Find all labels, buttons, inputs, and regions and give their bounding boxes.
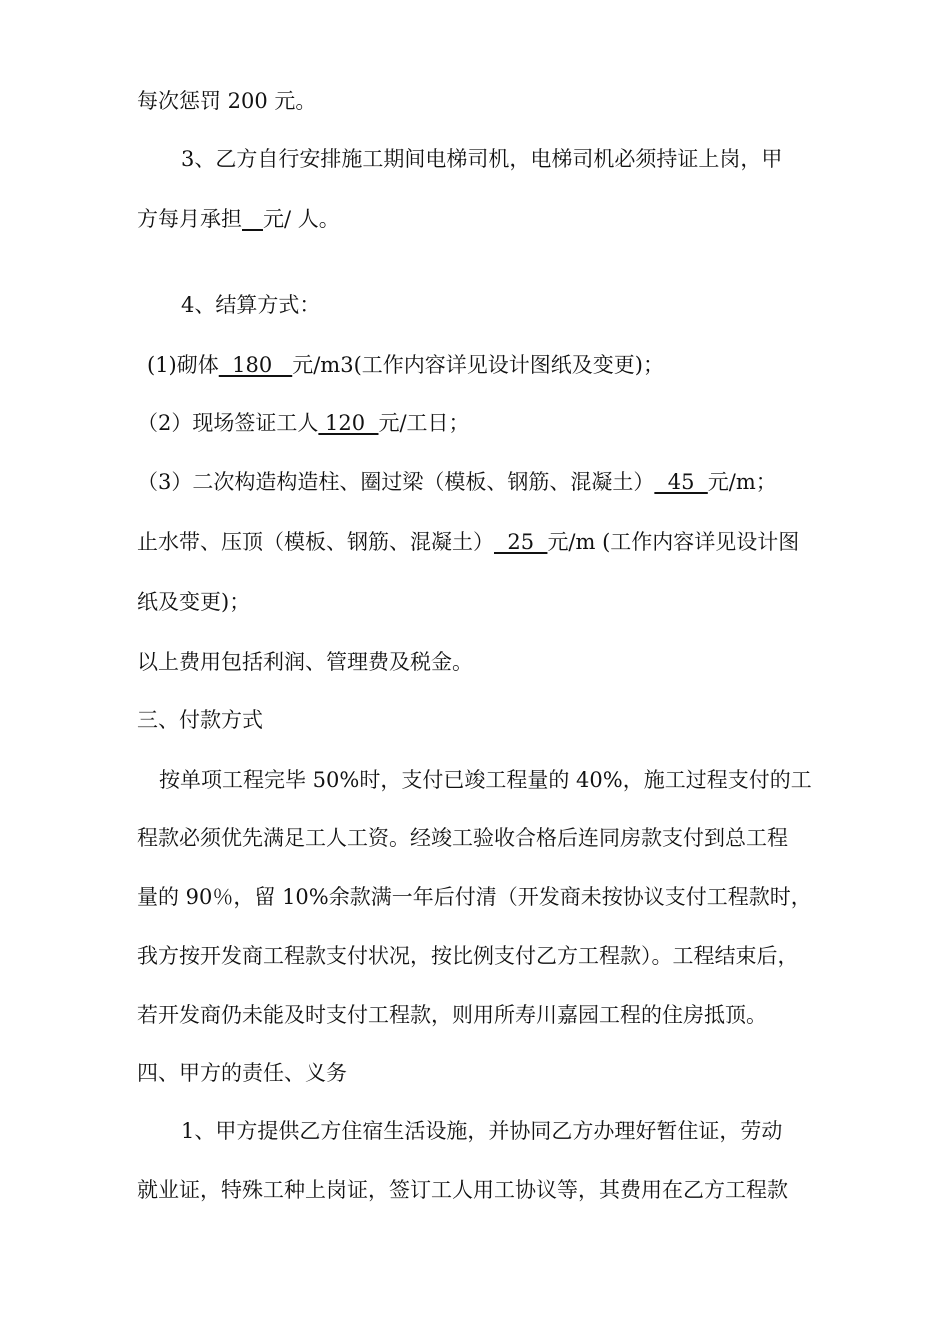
section-heading	[137, 705, 263, 735]
text-line	[159, 765, 812, 795]
line-text: 我方按开发商工程款支付状况，按比例支付乙方工程款）。工程结束后，	[137, 944, 799, 968]
filled-value: 120	[318, 411, 379, 435]
line-text: 方每月承担	[137, 207, 242, 231]
line-text: 若开发商仍未能及时支付工程款，则用所寿川嘉园工程的住房抵顶。	[137, 1003, 767, 1027]
line-text: 每次惩罚 200 元。	[137, 89, 317, 113]
filled-value: 25	[494, 530, 548, 554]
line-text: （2）现场签证工人	[137, 411, 319, 435]
text-line	[137, 408, 470, 438]
line-text: 元/工日；	[378, 411, 470, 435]
line-text: 按单项工程完毕 50%时，支付已竣工程量的 40%，施工过程支付的工	[159, 768, 812, 792]
line-text: 止水带、压顶（模板、钢筋、混凝土）	[137, 530, 494, 554]
text-line	[137, 204, 340, 234]
text-line	[137, 86, 316, 116]
text-line	[137, 941, 799, 971]
text-line	[137, 882, 812, 912]
blank-field: __	[242, 207, 263, 231]
line-text: (1)砌体	[147, 353, 219, 377]
text-line	[147, 350, 664, 380]
line-text: 以上费用包括利润、管理费及税金。	[137, 650, 473, 674]
text-line	[181, 144, 782, 174]
line-text: （3）二次构造构造柱、圈过梁（模板、钢筋、混凝土）	[137, 470, 655, 494]
line-text: 元/m3(工作内容详见设计图纸及变更)；	[292, 353, 664, 377]
line-text: 3、乙方自行安排施工期间电梯司机，电梯司机必须持证上岗，甲	[181, 147, 783, 171]
text-line	[137, 1000, 767, 1030]
text-line	[137, 1175, 788, 1205]
filled-value: 180	[218, 353, 293, 377]
line-text: 1、甲方提供乙方住宿生活设施，并协同乙方办理好暂住证，劳动	[181, 1119, 783, 1143]
text-line	[137, 527, 799, 557]
line-text: 纸及变更)；	[137, 590, 251, 614]
section-heading	[137, 1058, 347, 1088]
line-text: 元/m；	[707, 470, 777, 494]
text-line	[181, 1116, 782, 1146]
text-line	[137, 467, 777, 497]
line-text: 量的 90％，留 10%余款满一年后付清（开发商未按协议支付工程款时，	[137, 885, 812, 909]
line-text: 三、付款方式	[137, 708, 263, 732]
text-line	[137, 647, 473, 677]
text-line	[181, 290, 320, 320]
text-line	[137, 823, 788, 853]
line-text: 四、甲方的责任、义务	[137, 1061, 347, 1085]
line-text: 就业证，特殊工种上岗证，签订工人用工协议等，其费用在乙方工程款	[137, 1178, 788, 1202]
text-line	[137, 587, 250, 617]
filled-value: 45	[654, 470, 708, 494]
line-text: 程款必须优先满足工人工资。经竣工验收合格后连同房款支付到总工程	[137, 826, 788, 850]
line-text: 元/m (工作内容详见设计图	[547, 530, 800, 554]
line-text: 4、结算方式：	[181, 293, 321, 317]
line-text: 元/ 人。	[263, 207, 340, 231]
